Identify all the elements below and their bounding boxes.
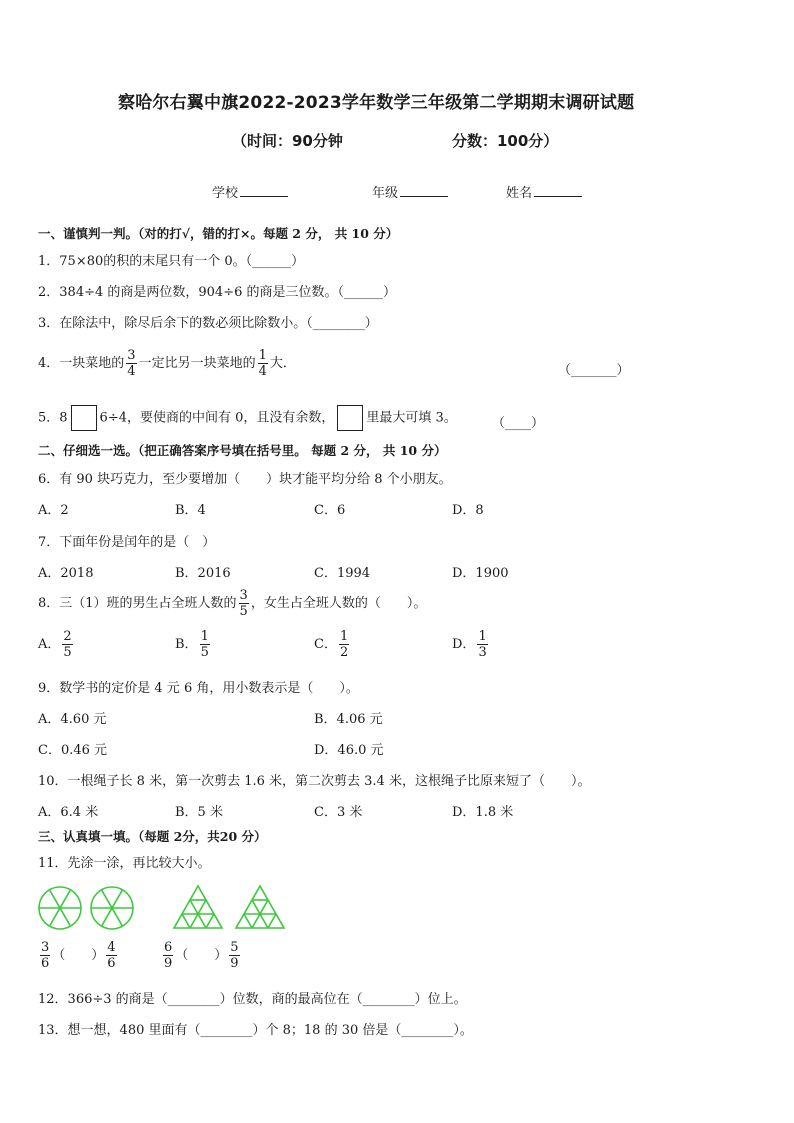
name-field[interactable] (506, 182, 584, 201)
q5-text-b: 6÷4，要使商的中间有 0，且没有余数， (99, 410, 335, 426)
q8-d-numerator: 1 (478, 629, 487, 644)
page-title: 察哈尔右翼中旗2022-2023学年数学三年级第二学期期末调研试题 (118, 93, 635, 113)
q4-f2-numerator: 1 (258, 348, 267, 363)
q7-option-c[interactable]: C．1994 (314, 566, 371, 581)
question-11: 11．先涂一涂，再比较大小。 (38, 856, 211, 871)
q8-a-numerator: 2 (63, 629, 72, 644)
q8-option-d[interactable] (452, 629, 490, 660)
q11-c1-right-fraction (106, 940, 116, 971)
question-1: 1．75×80的积的末尾只有一个 0。（______） (38, 254, 305, 269)
school-label: 学校 (212, 186, 239, 201)
q8-option-a[interactable] (38, 629, 75, 660)
q8-d-fraction (477, 629, 487, 660)
triangle-ninths-icon-2[interactable] (236, 886, 284, 928)
grade-label: 年级 (372, 186, 399, 201)
q8-option-b[interactable] (175, 629, 212, 660)
q6-option-b[interactable]: B．4 (175, 503, 206, 518)
q11-c1-right-numerator: 4 (107, 940, 116, 955)
q10-option-b[interactable]: B．5 米 (175, 805, 223, 820)
question-2: 2．384÷4 的商是两位数，904÷6 的商是三位数。（______） (38, 285, 396, 300)
name-label: 姓名 (506, 186, 533, 201)
q4-f2-denominator: 4 (258, 364, 267, 379)
q5-text-c: 里最大可填 3。 (366, 410, 457, 426)
q8-a-label: A． (38, 637, 61, 652)
question-4 (38, 348, 296, 379)
q9-option-c[interactable]: C．0.46 元 (38, 743, 108, 758)
q8-denominator: 5 (239, 604, 248, 619)
question-13: 13．想一想，480 里面有（________）个 8；18 的 30 倍是（________）。 (38, 1023, 473, 1038)
q11-c2-blank[interactable]: （ ） (175, 948, 228, 963)
question-12: 12．366÷3 的商是（________）位数，商的最高位在（________）位上。 (38, 992, 467, 1007)
q11-c1-left-numerator: 3 (41, 940, 50, 955)
q4-f1-denominator: 4 (127, 364, 136, 379)
q4-text-post: 大． (269, 356, 296, 371)
triangle-ninths-icon-1[interactable] (174, 886, 222, 928)
q7-option-a[interactable]: A．2018 (38, 566, 94, 581)
q4-text-mid: 一定比另一块菜地的 (138, 356, 256, 371)
q4-fraction-2 (258, 348, 268, 379)
question-5 (38, 405, 457, 431)
q11-c2-left-numerator: 6 (164, 940, 173, 955)
exam-score: 分数：100分） (452, 132, 559, 150)
q8-c-numerator: 1 (339, 629, 349, 644)
grade-blank[interactable] (400, 184, 448, 197)
q7-option-b[interactable]: B．2016 (175, 566, 231, 581)
q8-c-label: C． (314, 637, 337, 652)
q8-numerator: 3 (239, 588, 248, 603)
school-blank[interactable] (240, 184, 288, 197)
q8-c-fraction (339, 629, 349, 660)
q9-option-b[interactable]: B．4.06 元 (314, 712, 383, 727)
question-6: 6．有 90 块巧克力，至少要增加（ ）块才能平均分给 8 个小朋友。 (38, 472, 452, 487)
section3-heading: 三、认真填一填。（每题 2分，共20 分） (38, 829, 267, 844)
exam-time: （时间：90分钟 (232, 132, 343, 150)
q8-a-denominator: 5 (63, 645, 72, 660)
q11-c2-left-fraction (163, 940, 173, 971)
q8-a-fraction (62, 629, 72, 660)
q11-c2-right-denominator: 9 (230, 956, 239, 971)
q11-c1-left-fraction (40, 940, 50, 971)
q10-option-a[interactable]: A．6.4 米 (38, 805, 99, 820)
q8-text-pre: 8．三（1）班的男生占全班人数的 (38, 596, 237, 611)
q8-d-denominator: 3 (478, 645, 487, 660)
q8-b-fraction (200, 629, 210, 660)
q6-option-d[interactable]: D．8 (452, 503, 484, 518)
question-10: 10．一根绳子长 8 米，第一次剪去 1.6 米，第二次剪去 3.4 米，这根绳子比原来短了（ ）。 (38, 774, 591, 789)
q10-option-c[interactable]: C．3 米 (314, 805, 363, 820)
q9-option-d[interactable]: D．46.0 元 (314, 743, 384, 758)
question-7: 7．下面年份是闰年的是（ ） (38, 535, 216, 550)
q8-b-numerator: 1 (200, 629, 209, 644)
q4-text-pre: 4．一块菜地的 (38, 356, 125, 371)
q8-d-label: D． (452, 637, 476, 652)
q5-digit-box-2[interactable] (337, 405, 363, 431)
q11-compare-2 (161, 940, 242, 971)
q4-f1-numerator: 3 (127, 348, 136, 363)
q6-option-c[interactable]: C．6 (314, 503, 346, 518)
question-8 (38, 588, 426, 619)
q5-text-a: 5．8 (38, 410, 68, 426)
q4-answer-blank[interactable]: （_______） (558, 363, 630, 378)
section1-heading: 一、谨慎判一判。（对的打√，错的打×。每题 2 分， 共 10 分） (38, 226, 399, 241)
q5-answer-blank[interactable]: （____） (492, 416, 545, 431)
q10-option-d[interactable]: D．1.8 米 (452, 805, 514, 820)
q8-b-label: B． (175, 637, 198, 652)
section2-heading: 二、仔细选一选。（把正确答案序号填在括号里。 每题 2 分， 共 10 分） (38, 443, 447, 458)
q4-fraction-1 (126, 348, 136, 379)
q6-option-a[interactable]: A．2 (38, 503, 69, 518)
q11-c2-right-fraction (229, 940, 239, 971)
q11-c2-right-numerator: 5 (230, 940, 239, 955)
grade-field[interactable] (372, 182, 450, 201)
name-blank[interactable] (534, 184, 582, 197)
q8-text-post: ，女生占全班人数的（ ）。 (250, 596, 427, 611)
question-9: 9．数学书的定价是 4 元 6 角，用小数表示是（ ）。 (38, 681, 359, 696)
q11-c2-left-denominator: 9 (164, 956, 173, 971)
q11-c1-right-denominator: 6 (107, 956, 116, 971)
q8-c-denominator: 2 (339, 645, 349, 660)
school-field[interactable] (212, 182, 290, 201)
q9-option-a[interactable]: A．4.60 元 (38, 712, 107, 727)
q11-c1-blank[interactable]: （ ） (52, 948, 105, 963)
q11-c1-left-denominator: 6 (41, 956, 50, 971)
circle-sixths-icon-1[interactable] (39, 887, 81, 929)
q11-compare-1 (38, 940, 119, 971)
q8-b-denominator: 5 (200, 645, 209, 660)
q8-option-c[interactable] (314, 629, 351, 660)
q7-option-d[interactable]: D．1900 (452, 566, 509, 581)
q11-figures (36, 884, 288, 934)
q5-digit-box-1[interactable] (71, 405, 97, 431)
q8-fraction (239, 588, 249, 619)
question-3: 3．在除法中，除尽后余下的数必须比除数小。（________） (38, 316, 378, 331)
circle-sixths-icon-2[interactable] (91, 887, 133, 929)
